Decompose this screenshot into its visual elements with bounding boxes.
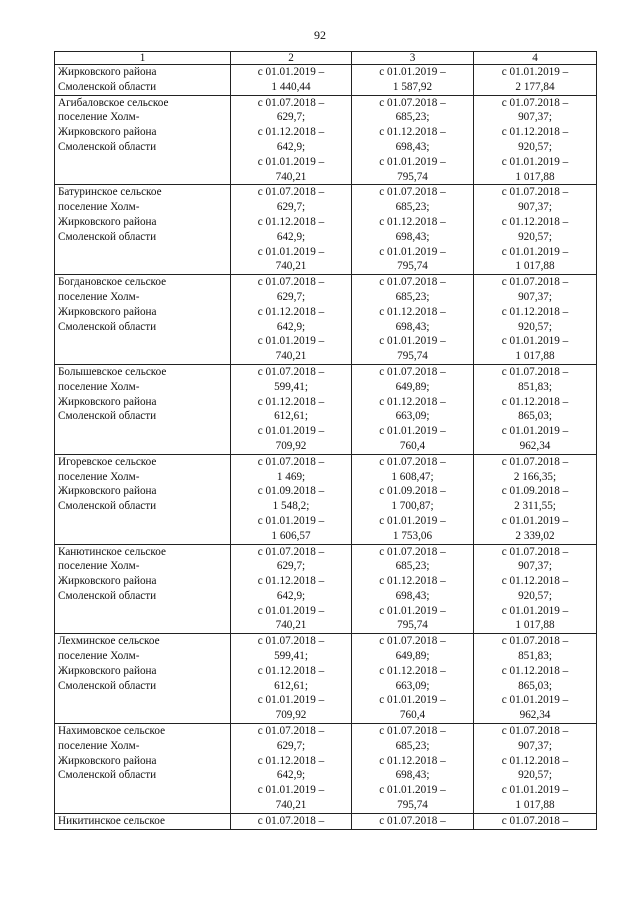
- tariff-line: 865,03;: [518, 679, 552, 692]
- tariff-line: 740,21: [275, 260, 307, 273]
- tariff-line: 663,09;: [395, 679, 430, 692]
- tariff-line: 642,9;: [276, 769, 306, 782]
- tariff-line: 1 017,88: [515, 170, 555, 183]
- tariff-line: с 01.01.2019 –: [379, 604, 446, 617]
- tariff-line: 2 311,55;: [514, 500, 556, 513]
- table-body: [55, 65, 597, 830]
- tariff-line: с 01.07.2018 –: [501, 96, 569, 109]
- settlement-name-line: поселение Холм-: [58, 290, 140, 303]
- settlement-name-line: поселение Холм-: [58, 380, 140, 393]
- table-row: [55, 454, 597, 544]
- settlement-name-line: Смоленской области: [58, 500, 157, 513]
- table-header-row: [55, 52, 597, 65]
- table-row: [55, 813, 597, 829]
- tariff-line: 865,03;: [518, 410, 552, 423]
- tariff-line: 1 548,2;: [272, 500, 310, 513]
- tariff-line: 920,57;: [518, 589, 552, 602]
- tariff-cell-col2: [231, 544, 352, 634]
- settlement-name-line: Смоленской области: [58, 589, 157, 602]
- tariff-cell-col3: [352, 813, 474, 829]
- settlement-name-line: Жирковского района: [58, 215, 157, 228]
- settlement-name-line: Смоленской области: [58, 320, 157, 333]
- tariff-line: 663,09;: [395, 410, 430, 423]
- settlement-name-line: поселение Холм-: [58, 739, 140, 752]
- tariff-line: с 01.07.2018 –: [501, 365, 569, 378]
- tariff-line: с 01.12.2018 –: [501, 126, 569, 139]
- tariff-line: с 01.07.2018 –: [257, 635, 325, 648]
- tariff-line: 642,9;: [276, 140, 306, 153]
- tariff-cell-col3: [352, 724, 474, 814]
- tariff-line: с 01.01.2019 –: [379, 694, 446, 707]
- tariff-line: с 01.01.2019 –: [501, 694, 569, 707]
- tariff-line: 907,37;: [518, 201, 552, 214]
- settlement-name-line: Богдановское сельское: [58, 276, 167, 289]
- table-row: [55, 364, 597, 454]
- tariff-line: с 01.07.2018 –: [257, 455, 325, 468]
- tariff-line: 685,23;: [395, 201, 430, 214]
- tariff-line: 709,92: [275, 709, 307, 722]
- tariff-line: с 01.07.2018 –: [257, 96, 325, 109]
- settlement-name-line: поселение Холм-: [58, 650, 140, 663]
- tariff-line: с 01.07.2018 –: [379, 96, 446, 109]
- tariff-cell-col2: [231, 65, 352, 96]
- tariff-line: с 01.01.2019 –: [257, 155, 325, 168]
- tariff-line: с 01.12.2018 –: [257, 664, 325, 677]
- tariff-line: с 01.01.2019 –: [257, 425, 325, 438]
- tariff-line: с 01.12.2018 –: [501, 754, 569, 767]
- tariff-line: с 01.07.2018 –: [379, 186, 446, 199]
- tariff-line: с 01.12.2018 –: [257, 395, 325, 408]
- tariff-line: 851,83;: [518, 650, 552, 663]
- settlement-name-line: Жирковского района: [58, 66, 157, 78]
- tariff-table: [54, 51, 597, 830]
- settlement-name-line: Смоленской области: [58, 230, 157, 243]
- tariff-line: 642,9;: [276, 320, 306, 333]
- tariff-line: с 01.01.2019 –: [501, 66, 569, 78]
- settlement-name-line: Болышевское сельское: [58, 365, 167, 378]
- tariff-line: 649,89;: [395, 650, 430, 663]
- tariff-cell-col4: [474, 634, 597, 724]
- tariff-line: с 01.07.2018 –: [257, 545, 325, 558]
- tariff-line: 698,43;: [395, 769, 430, 782]
- settlement-name-line: Смоленской области: [58, 679, 157, 692]
- settlement-name-line: Жирковского района: [58, 305, 157, 318]
- tariff-line: 1 606,57: [271, 529, 311, 542]
- tariff-line: с 01.07.2018 –: [257, 814, 325, 827]
- table-row: [55, 724, 597, 814]
- tariff-cell-col4: [474, 65, 597, 96]
- tariff-line: с 01.01.2019 –: [257, 694, 325, 707]
- tariff-line: 851,83;: [518, 380, 552, 393]
- settlement-name-cell: [55, 454, 231, 544]
- tariff-line: с 01.07.2018 –: [379, 365, 446, 378]
- settlement-name-line: Нахимовское сельское: [58, 725, 166, 738]
- tariff-line: 1 017,88: [515, 799, 555, 812]
- tariff-line: с 01.01.2019 –: [257, 604, 325, 617]
- settlement-name-line: Никитинское сельское: [58, 814, 165, 827]
- settlement-name-line: Лехминское сельское: [58, 635, 160, 648]
- tariff-cell-col3: [352, 275, 474, 365]
- table-row: [55, 65, 597, 96]
- tariff-line: 962,34: [519, 439, 551, 452]
- settlement-name-cell: [55, 65, 231, 96]
- table-row: [55, 544, 597, 634]
- settlement-name-line: Смоленской области: [58, 140, 157, 153]
- column-header: 4: [474, 52, 597, 65]
- tariff-line: 698,43;: [395, 230, 430, 243]
- tariff-line: 2 166,35;: [513, 470, 557, 483]
- tariff-line: 1 587,92: [392, 80, 433, 93]
- settlement-name-line: Жирковского района: [58, 126, 157, 139]
- tariff-line: с 01.07.2018 –: [501, 725, 569, 738]
- tariff-line: 740,21: [275, 170, 307, 183]
- tariff-line: 709,92: [275, 439, 307, 452]
- tariff-cell-col3: [352, 185, 474, 275]
- tariff-line: 1 440,44: [271, 80, 311, 93]
- tariff-line: с 01.01.2019 –: [501, 245, 569, 258]
- tariff-line: 740,21: [275, 799, 307, 812]
- tariff-cell-col4: [474, 95, 597, 185]
- tariff-line: с 01.01.2019 –: [501, 784, 569, 797]
- tariff-line: с 01.07.2018 –: [501, 635, 569, 648]
- tariff-line: с 01.09.2018 –: [501, 485, 569, 498]
- tariff-line: 907,37;: [518, 290, 552, 303]
- tariff-line: с 01.01.2019 –: [501, 425, 569, 438]
- tariff-cell-col2: [231, 634, 352, 724]
- tariff-line: с 01.07.2018 –: [501, 814, 569, 827]
- settlement-name-line: Жирковского района: [58, 664, 157, 677]
- tariff-line: 907,37;: [518, 739, 552, 752]
- settlement-name-line: поселение Холм-: [58, 201, 140, 214]
- page-number: 92: [314, 28, 326, 42]
- table-row: [55, 634, 597, 724]
- settlement-name-cell: [55, 275, 231, 365]
- tariff-line: 612,61;: [274, 410, 308, 423]
- tariff-line: 698,43;: [395, 589, 430, 602]
- tariff-line: 1 753,06: [392, 529, 433, 542]
- tariff-line: 629,7;: [276, 201, 306, 214]
- tariff-line: с 01.07.2018 –: [501, 186, 569, 199]
- tariff-cell-col3: [352, 65, 474, 96]
- tariff-line: 685,23;: [395, 739, 430, 752]
- tariff-line: с 01.12.2018 –: [501, 664, 569, 677]
- tariff-line: с 01.01.2019 –: [257, 66, 325, 78]
- tariff-line: с 01.12.2018 –: [501, 305, 569, 318]
- tariff-line: с 01.12.2018 –: [379, 395, 446, 408]
- tariff-cell-col4: [474, 544, 597, 634]
- tariff-cell-col4: [474, 364, 597, 454]
- tariff-line: с 01.12.2018 –: [501, 575, 569, 588]
- tariff-line: с 01.07.2018 –: [379, 814, 446, 827]
- tariff-cell-col2: [231, 364, 352, 454]
- tariff-cell-col3: [352, 95, 474, 185]
- tariff-line: с 01.09.2018 –: [257, 485, 325, 498]
- column-header: 2: [231, 52, 352, 65]
- table-row: [55, 275, 597, 365]
- tariff-line: 1 700,87;: [391, 500, 434, 513]
- tariff-line: 649,89;: [395, 380, 430, 393]
- tariff-line: с 01.07.2018 –: [257, 186, 325, 199]
- settlement-name-line: Батуринское сельское: [58, 186, 162, 199]
- settlement-name-line: Жирковского района: [58, 485, 157, 498]
- tariff-line: 629,7;: [276, 739, 306, 752]
- tariff-line: с 01.12.2018 –: [379, 215, 446, 228]
- tariff-line: 795,74: [397, 350, 428, 363]
- column-header: 3: [352, 52, 474, 65]
- tariff-cell-col4: [474, 275, 597, 365]
- tariff-line: с 01.07.2018 –: [257, 725, 325, 738]
- tariff-line: 629,7;: [276, 560, 306, 573]
- settlement-name-cell: [55, 185, 231, 275]
- tariff-line: 685,23;: [395, 290, 430, 303]
- tariff-line: 1 017,88: [515, 350, 555, 363]
- settlement-name-line: Жирковского района: [58, 575, 157, 588]
- settlement-name-line: Жирковского района: [58, 754, 157, 767]
- tariff-line: с 01.07.2018 –: [501, 455, 569, 468]
- tariff-line: с 01.01.2019 –: [379, 514, 446, 527]
- tariff-line: 1 017,88: [515, 619, 555, 632]
- tariff-line: 962,34: [519, 709, 551, 722]
- tariff-line: с 01.01.2019 –: [257, 335, 325, 348]
- tariff-line: с 01.12.2018 –: [257, 575, 325, 588]
- tariff-line: 685,23;: [395, 111, 430, 124]
- tariff-line: с 01.07.2018 –: [379, 725, 446, 738]
- tariff-line: с 01.12.2018 –: [501, 395, 569, 408]
- tariff-line: с 01.01.2019 –: [501, 514, 569, 527]
- tariff-line: 599,41;: [274, 380, 308, 393]
- settlement-name-line: поселение Холм-: [58, 470, 140, 483]
- column-header: 1: [55, 52, 231, 65]
- settlement-name-line: Жирковского района: [58, 395, 157, 408]
- settlement-name-line: Смоленской области: [58, 80, 157, 93]
- settlement-name-cell: [55, 724, 231, 814]
- tariff-line: 629,7;: [276, 290, 306, 303]
- settlement-name-cell: [55, 544, 231, 634]
- tariff-line: с 01.12.2018 –: [501, 215, 569, 228]
- tariff-line: 2 339,02: [515, 529, 555, 542]
- tariff-line: с 01.01.2019 –: [379, 245, 446, 258]
- tariff-line: 795,74: [397, 260, 428, 273]
- tariff-line: 642,9;: [276, 589, 306, 602]
- settlement-name-line: Смоленской области: [58, 410, 157, 423]
- tariff-cell-col3: [352, 454, 474, 544]
- settlement-name-line: Смоленской области: [58, 769, 157, 782]
- tariff-cell-col3: [352, 544, 474, 634]
- tariff-line: 760,4: [399, 439, 426, 452]
- tariff-cell-col4: [474, 185, 597, 275]
- tariff-line: 760,4: [399, 709, 426, 722]
- tariff-line: с 01.01.2019 –: [257, 514, 325, 527]
- tariff-cell-col4: [474, 813, 597, 829]
- tariff-line: с 01.12.2018 –: [379, 754, 446, 767]
- tariff-line: с 01.07.2018 –: [501, 276, 569, 289]
- tariff-cell-col3: [352, 364, 474, 454]
- tariff-cell-col2: [231, 185, 352, 275]
- tariff-line: 907,37;: [518, 111, 552, 124]
- tariff-line: с 01.01.2019 –: [257, 245, 325, 258]
- tariff-line: 2 177,84: [515, 80, 555, 93]
- tariff-line: 698,43;: [395, 320, 430, 333]
- tariff-line: с 01.12.2018 –: [257, 126, 325, 139]
- tariff-cell-col2: [231, 454, 352, 544]
- tariff-line: 1 469;: [276, 470, 306, 483]
- tariff-line: с 01.01.2019 –: [379, 425, 446, 438]
- tariff-line: с 01.12.2018 –: [379, 305, 446, 318]
- table-row: [55, 185, 597, 275]
- tariff-cell-col2: [231, 95, 352, 185]
- tariff-line: 740,21: [275, 350, 307, 363]
- tariff-cell-col3: [352, 634, 474, 724]
- tariff-line: с 01.12.2018 –: [257, 754, 325, 767]
- tariff-line: 795,74: [397, 799, 428, 812]
- settlement-name-cell: [55, 364, 231, 454]
- settlement-name-line: Агибаловское сельское: [58, 96, 169, 109]
- settlement-name-line: поселение Холм-: [58, 560, 140, 573]
- settlement-name-cell: [55, 634, 231, 724]
- tariff-cell-col4: [474, 454, 597, 544]
- tariff-line: 698,43;: [395, 140, 430, 153]
- tariff-cell-col4: [474, 724, 597, 814]
- tariff-line: 642,9;: [276, 230, 306, 243]
- tariff-line: с 01.07.2018 –: [379, 455, 446, 468]
- tariff-cell-col2: [231, 724, 352, 814]
- settlement-name-line: Игоревское сельское: [58, 455, 157, 468]
- tariff-line: с 01.12.2018 –: [379, 664, 446, 677]
- tariff-line: с 01.01.2019 –: [257, 784, 325, 797]
- tariff-line: 599,41;: [274, 650, 308, 663]
- tariff-line: с 01.12.2018 –: [257, 215, 325, 228]
- tariff-line: с 01.01.2019 –: [379, 784, 446, 797]
- tariff-line: 795,74: [397, 170, 428, 183]
- tariff-line: с 01.07.2018 –: [501, 545, 569, 558]
- tariff-line: с 01.01.2019 –: [379, 155, 446, 168]
- tariff-line: 1 608,47;: [391, 470, 434, 483]
- tariff-line: 795,74: [397, 619, 428, 632]
- tariff-line: 907,37;: [518, 560, 552, 573]
- tariff-line: с 01.01.2019 –: [501, 604, 569, 617]
- tariff-line: с 01.01.2019 –: [379, 335, 446, 348]
- tariff-line: 920,57;: [518, 320, 552, 333]
- tariff-line: с 01.01.2019 –: [379, 66, 446, 78]
- tariff-cell-col2: [231, 813, 352, 829]
- tariff-line: 612,61;: [274, 679, 308, 692]
- settlement-name-cell: [55, 95, 231, 185]
- tariff-line: с 01.01.2019 –: [501, 155, 569, 168]
- tariff-line: 629,7;: [276, 111, 306, 124]
- tariff-line: с 01.07.2018 –: [257, 365, 325, 378]
- settlement-name-cell: [55, 813, 231, 829]
- tariff-line: 920,57;: [518, 230, 552, 243]
- tariff-line: 920,57;: [518, 769, 552, 782]
- tariff-line: с 01.09.2018 –: [379, 485, 446, 498]
- tariff-line: 920,57;: [518, 140, 552, 153]
- tariff-line: 685,23;: [395, 560, 430, 573]
- tariff-cell-col2: [231, 275, 352, 365]
- tariff-line: с 01.07.2018 –: [379, 635, 446, 648]
- tariff-line: 740,21: [275, 619, 307, 632]
- tariff-line: с 01.12.2018 –: [257, 305, 325, 318]
- tariff-line: 1 017,88: [515, 260, 555, 273]
- settlement-name-line: Канютинское сельское: [58, 545, 166, 558]
- tariff-line: с 01.07.2018 –: [257, 276, 325, 289]
- tariff-line: с 01.07.2018 –: [379, 545, 446, 558]
- tariff-line: с 01.12.2018 –: [379, 126, 446, 139]
- settlement-name-line: поселение Холм-: [58, 111, 140, 124]
- table-row: [55, 95, 597, 185]
- tariff-line: с 01.01.2019 –: [501, 335, 569, 348]
- tariff-line: с 01.12.2018 –: [379, 575, 446, 588]
- tariff-line: с 01.07.2018 –: [379, 276, 446, 289]
